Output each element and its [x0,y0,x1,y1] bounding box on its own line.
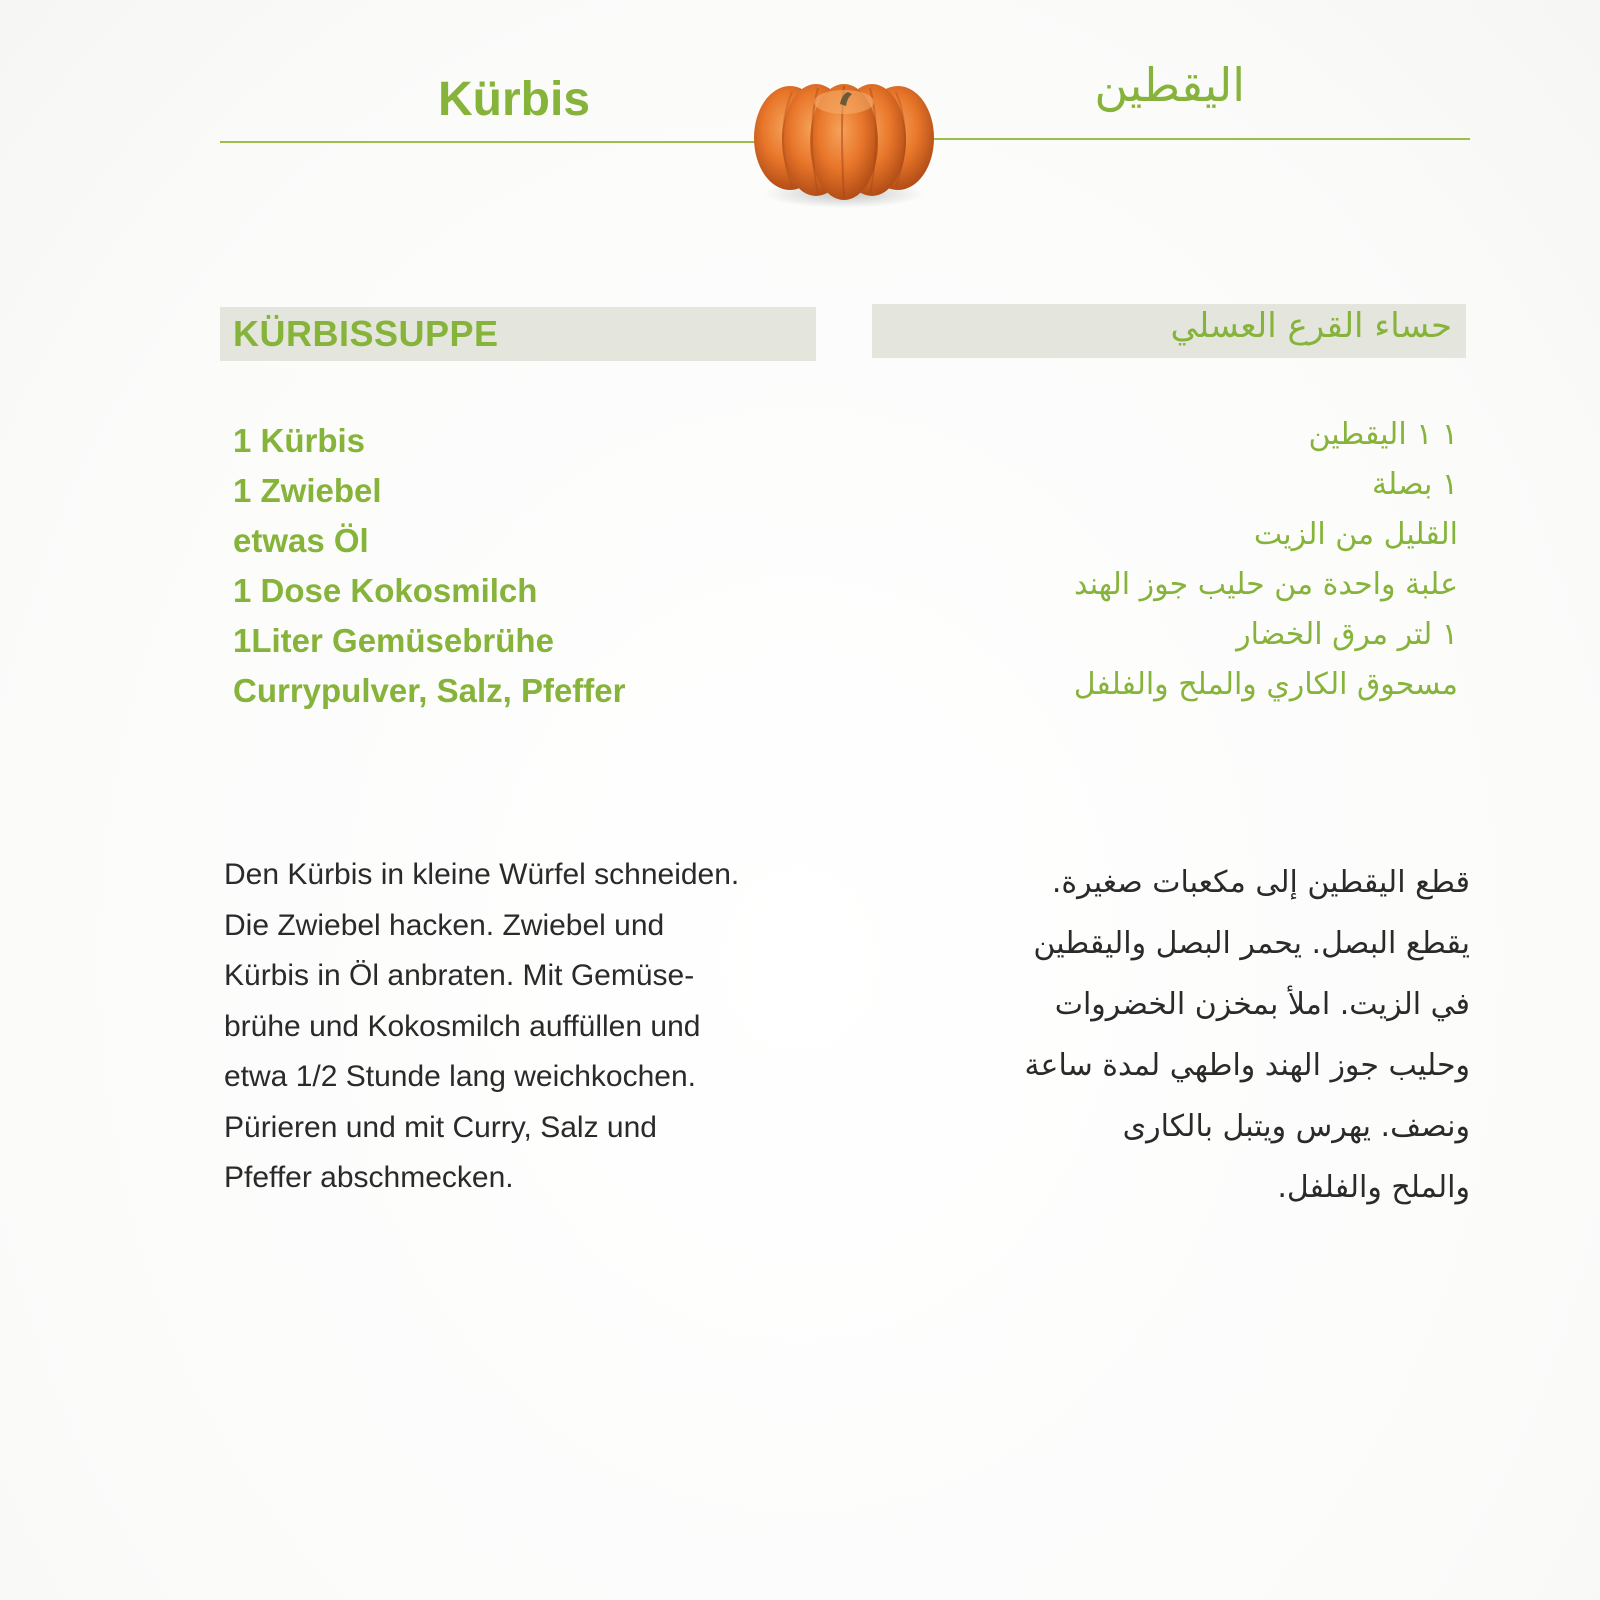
pumpkin-icon [748,62,940,212]
header-divider-left [220,141,780,143]
instruction-line: Die Zwiebel hacken. Zwiebel und [224,908,665,942]
instructions-german [224,850,739,1204]
ingredient-item: علبة واحدة من حليب جوز الهند [1073,567,1458,602]
instruction-line: وحليب جوز الهند واطهي لمدة ساعة [1024,1048,1470,1083]
ingredient-item: 1 Zwiebel [233,472,382,509]
ingredient-item: etwas Öl [233,522,369,559]
instruction-line: etwa 1/2 Stunde lang weichkochen. [224,1060,696,1093]
instruction-line: قطع اليقطين إلى مكعبات صغيرة. [1051,865,1470,900]
recipe-heading-arabic: حساء القرع العسلي [1170,306,1452,346]
instruction-line: يقطع البصل. يحمر البصل واليقطين [1033,926,1470,961]
title-german: Kürbis [438,73,591,126]
ingredient-item: 1 Dose Kokosmilch [233,572,538,609]
instruction-line: Pfeffer abschmecken. [224,1161,514,1194]
instruction-line: ونصف. يهرس ويتبل بالكارى [1122,1109,1470,1144]
ingredients-list-german [233,416,625,716]
ingredient-item: القليل من الزيت [1253,517,1458,552]
ingredient-item: 1Liter Gemüsebrühe [233,622,554,659]
ingredient-item: 1 Kürbis [233,422,366,459]
instruction-line: Kürbis in Öl anbraten. Mit Gemüse- [224,959,695,992]
ingredient-item: مسحوق الكاري والملح والفلفل [1073,667,1458,702]
instruction-line: Den Kürbis in kleine Würfel schneiden. [224,858,740,891]
instructions-arabic [1024,852,1470,1218]
instruction-line: والملح والفلفل. [1277,1170,1470,1205]
header-divider-right [930,138,1470,140]
recipe-heading-german: KÜRBISSUPPE [233,313,499,354]
ingredient-item: ١ بصلة [1371,467,1458,502]
instruction-line: في الزيت. املأ بمخزن الخضروات [1054,987,1470,1022]
title-arabic: اليقطين [1094,58,1245,112]
ingredient-item: Currypulver, Salz, Pfeffer [233,672,626,709]
instruction-line: Pürieren und mit Curry, Salz und [224,1110,657,1144]
ingredient-item: ١ لتر مرق الخضار [1236,617,1458,652]
ingredients-list-arabic [1074,410,1458,710]
ingredient-item: ١ ١ اليقطين [1308,417,1458,452]
instruction-line: brühe und Kokosmilch auffüllen und [224,1009,701,1043]
